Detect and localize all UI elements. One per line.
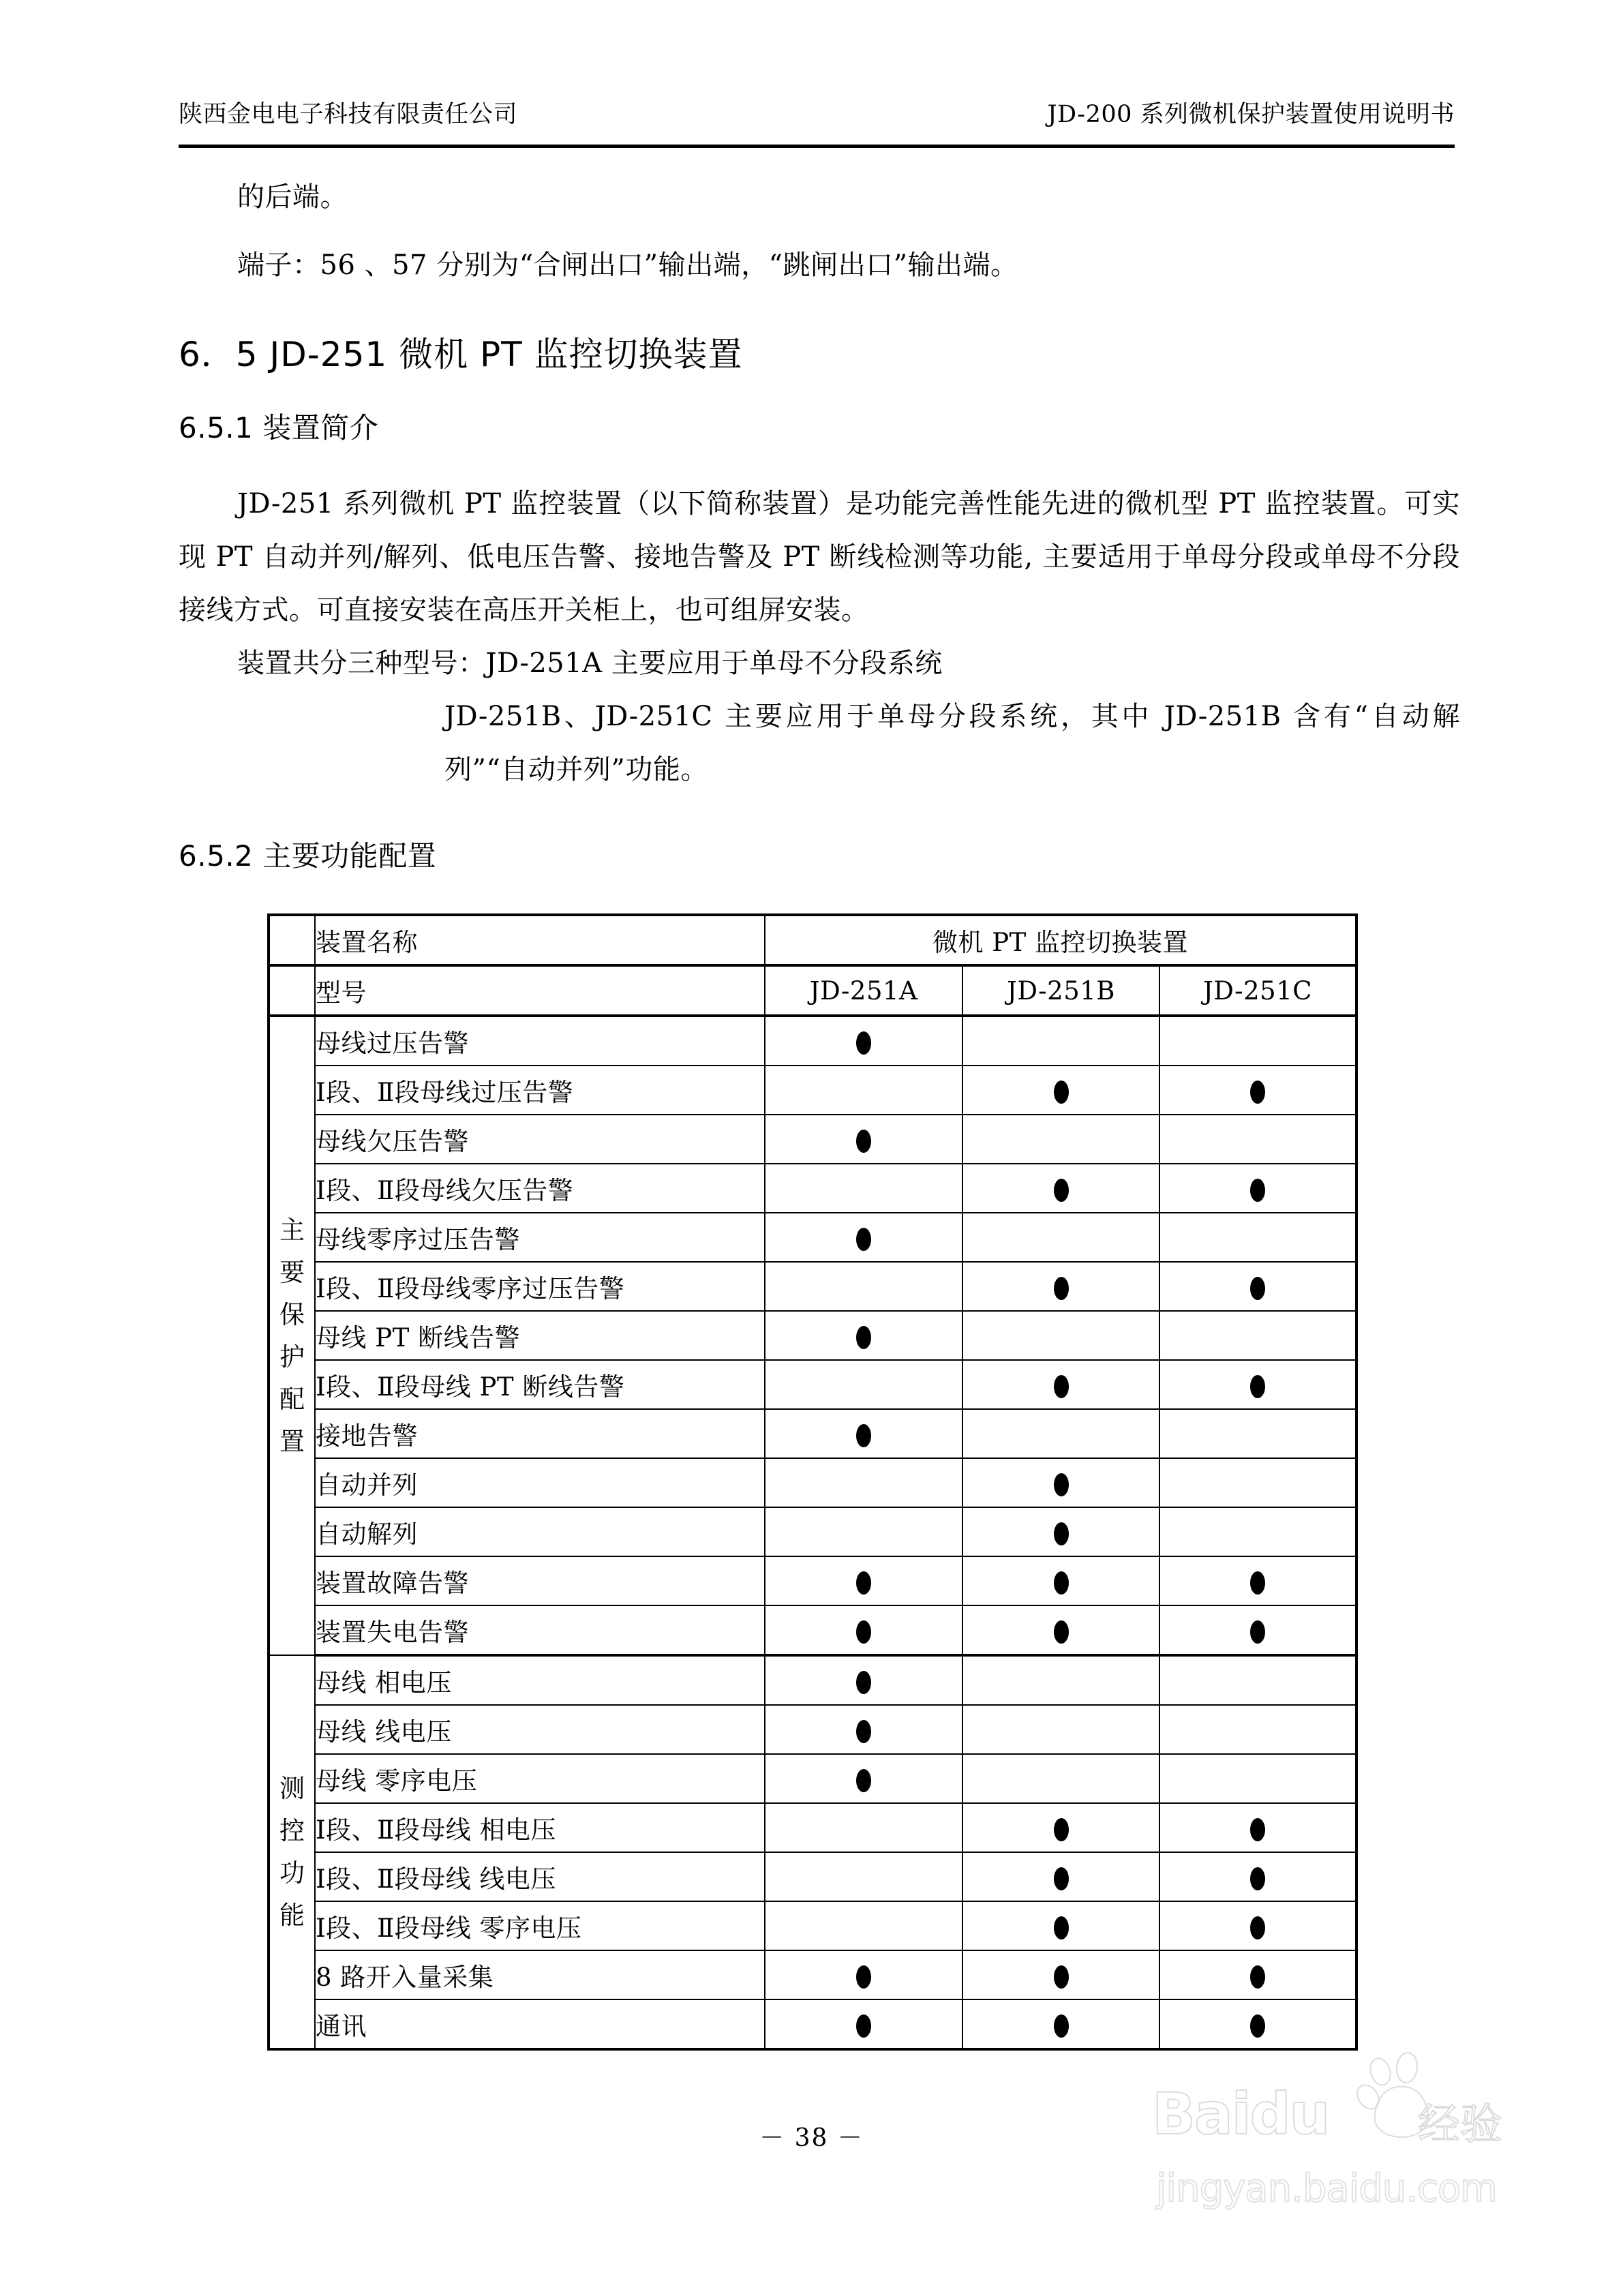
- filled-dot-icon: [856, 1228, 871, 1251]
- document-body: [179, 170, 1460, 878]
- function-item-label: 自动解列: [315, 1507, 765, 1556]
- function-item-label: Ⅰ段、Ⅱ段母线欠压告警: [315, 1164, 765, 1213]
- cell-model-2-mark: [962, 1605, 1159, 1655]
- terminal-description: 端子：56 、57 分别为“合闸出口”输出端，“跳闸出口”输出端。: [237, 250, 1018, 281]
- cell-model-2-mark: [962, 1556, 1159, 1605]
- table-row: [269, 1213, 1356, 1262]
- cell-model-2-mark: [962, 1950, 1159, 1999]
- cell-model-2-mark: [962, 1655, 1159, 1705]
- table-row: [269, 1901, 1356, 1950]
- function-item-label: 母线过压告警: [315, 1016, 765, 1066]
- filled-dot-icon: [1054, 1867, 1069, 1890]
- model-list-line-1: 装置共分三种型号：JD-251A 主要应用于单母不分段系统: [237, 648, 943, 679]
- filled-dot-icon: [856, 2014, 871, 2038]
- cell-model-1-mark: [765, 1901, 962, 1950]
- cell-model-2-mark: [962, 1901, 1159, 1950]
- cell-model-3-mark: [1159, 1852, 1356, 1901]
- header-document-title: JD-200 系列微机保护装置使用说明书: [1047, 101, 1455, 128]
- cell-model-1-mark: [765, 1409, 962, 1458]
- running-header: [179, 95, 1455, 130]
- cell-model-2-mark: [962, 1164, 1159, 1213]
- cell-model-2-mark: [962, 1213, 1159, 1262]
- watermark-cn-text: 经验: [1418, 2099, 1503, 2149]
- filled-dot-icon: [856, 1571, 871, 1595]
- function-item-label: 母线零序过压告警: [315, 1213, 765, 1262]
- filled-dot-icon: [1054, 1277, 1069, 1300]
- cell-model-2-mark: [962, 1016, 1159, 1066]
- cell-model-1-mark: [765, 1458, 962, 1507]
- table-row: [269, 1556, 1356, 1605]
- table-row-model: [269, 965, 1356, 1016]
- function-item-label: Ⅰ段、Ⅱ段母线 相电压: [315, 1803, 765, 1852]
- table-row: [269, 1999, 1356, 2049]
- filled-dot-icon: [1054, 1916, 1069, 1939]
- function-item-label: Ⅰ段、Ⅱ段母线 零序电压: [315, 1901, 765, 1950]
- filled-dot-icon: [1054, 1473, 1069, 1496]
- model-list-line-2: JD-251B、JD-251C 主要应用于单母分段系统，其中 JD-251B 含有“自动解列”“自动并列”功能。: [444, 701, 1460, 785]
- cell-model-3-mark: [1159, 1409, 1356, 1458]
- section-heading-6-5: 6．5 JD-251 微机 PT 监控切换装置: [179, 335, 743, 374]
- table-row: [269, 1066, 1356, 1115]
- group-label-1: 主 要 保 护 配 置: [269, 1016, 315, 1655]
- cell-model-3-mark: [1159, 1016, 1356, 1066]
- function-item-label: Ⅰ段、Ⅱ段母线 线电压: [315, 1852, 765, 1901]
- cell-model-2-mark: [962, 1507, 1159, 1556]
- cell-model-3-mark: [1159, 1066, 1356, 1115]
- table-row: [269, 1409, 1356, 1458]
- filled-dot-icon: [856, 1769, 871, 1792]
- filled-dot-icon: [1250, 1277, 1265, 1300]
- filled-dot-icon: [1250, 1179, 1265, 1202]
- function-configuration-table: [267, 913, 1358, 2051]
- cell-model-3-mark: [1159, 1458, 1356, 1507]
- subsection-heading-6-5-2: 6.5.2 主要功能配置: [179, 839, 437, 873]
- function-item-label: 自动并列: [315, 1458, 765, 1507]
- filled-dot-icon: [1054, 1081, 1069, 1104]
- filled-dot-icon: [1250, 1867, 1265, 1890]
- table-row: [269, 1115, 1356, 1164]
- header-divider-rule: [179, 145, 1455, 148]
- table-row: [269, 1164, 1356, 1213]
- cell-model-3-mark: [1159, 1999, 1356, 2049]
- cell-model-1-mark: [765, 1803, 962, 1852]
- filled-dot-icon: [1250, 2014, 1265, 2038]
- page-number: － 38 －: [759, 2124, 864, 2152]
- watermark-logo-text: Baidu: [1152, 2081, 1329, 2147]
- filled-dot-icon: [856, 1720, 871, 1743]
- filled-dot-icon: [1250, 1965, 1265, 1989]
- cell-model-3-mark: [1159, 1803, 1356, 1852]
- cell-model-1-mark: [765, 1705, 962, 1754]
- cell-model-1-mark: [765, 1950, 962, 1999]
- model-header-3: JD-251C: [1159, 965, 1356, 1016]
- cell-model-2-mark: [962, 1754, 1159, 1803]
- cell-model-1-mark: [765, 1999, 962, 2049]
- cell-model-3-mark: [1159, 1605, 1356, 1655]
- device-name-value: 微机 PT 监控切换装置: [765, 915, 1356, 965]
- filled-dot-icon: [1054, 1818, 1069, 1841]
- cell-model-2-mark: [962, 1115, 1159, 1164]
- corner-blank-cell: [269, 915, 315, 965]
- cell-model-1-mark: [765, 1507, 962, 1556]
- table-row: [269, 1754, 1356, 1803]
- table-row: [269, 1852, 1356, 1901]
- cell-model-1-mark: [765, 1066, 962, 1115]
- device-name-label: 装置名称: [315, 915, 765, 965]
- cell-model-2-mark: [962, 1311, 1159, 1360]
- cell-model-1-mark: [765, 1262, 962, 1311]
- filled-dot-icon: [856, 1965, 871, 1989]
- cell-model-3-mark: [1159, 1311, 1356, 1360]
- header-company-name: 陕西金电电子科技有限责任公司: [179, 101, 518, 128]
- function-item-label: 母线 零序电压: [315, 1754, 765, 1803]
- function-item-label: 装置失电告警: [315, 1605, 765, 1655]
- filled-dot-icon: [1054, 1620, 1069, 1644]
- cell-model-2-mark: [962, 1999, 1159, 2049]
- cell-model-2-mark: [962, 1852, 1159, 1901]
- filled-dot-icon: [1250, 1916, 1265, 1939]
- cell-model-3-mark: [1159, 1360, 1356, 1409]
- filled-dot-icon: [1250, 1375, 1265, 1398]
- function-item-label: 装置故障告警: [315, 1556, 765, 1605]
- cell-model-1-mark: [765, 1115, 962, 1164]
- filled-dot-icon: [856, 1671, 871, 1694]
- table-row: [269, 1705, 1356, 1754]
- filled-dot-icon: [856, 1424, 871, 1447]
- filled-dot-icon: [856, 1620, 871, 1644]
- function-item-label: Ⅰ段、Ⅱ段母线过压告警: [315, 1066, 765, 1115]
- cell-model-3-mark: [1159, 1507, 1356, 1556]
- cell-model-2-mark: [962, 1803, 1159, 1852]
- model-list: [179, 637, 1460, 796]
- cell-model-1-mark: [765, 1556, 962, 1605]
- cell-model-2-mark: [962, 1458, 1159, 1507]
- filled-dot-icon: [856, 1326, 871, 1349]
- cell-model-3-mark: [1159, 1164, 1356, 1213]
- continued-sentence: 的后端。: [237, 181, 348, 213]
- corner-blank-cell: [269, 965, 315, 1016]
- function-item-label: Ⅰ段、Ⅱ段母线 PT 断线告警: [315, 1360, 765, 1409]
- function-item-label: 通讯: [315, 1999, 765, 2049]
- table-row: [269, 1605, 1356, 1655]
- table-row: [269, 1360, 1356, 1409]
- table-row: [269, 1458, 1356, 1507]
- function-item-label: 母线 PT 断线告警: [315, 1311, 765, 1360]
- filled-dot-icon: [1054, 2014, 1069, 2038]
- cell-model-3-mark: [1159, 1213, 1356, 1262]
- cell-model-3-mark: [1159, 1901, 1356, 1950]
- cell-model-3-mark: [1159, 1754, 1356, 1803]
- cell-model-1-mark: [765, 1605, 962, 1655]
- filled-dot-icon: [1250, 1571, 1265, 1595]
- cell-model-1-mark: [765, 1655, 962, 1705]
- table-row: [269, 1016, 1356, 1066]
- table-row: [269, 1950, 1356, 1999]
- cell-model-2-mark: [962, 1360, 1159, 1409]
- cell-model-3-mark: [1159, 1115, 1356, 1164]
- function-item-label: Ⅰ段、Ⅱ段母线零序过压告警: [315, 1262, 765, 1311]
- cell-model-1-mark: [765, 1754, 962, 1803]
- table-row: [269, 1803, 1356, 1852]
- filled-dot-icon: [1250, 1818, 1265, 1841]
- model-header-1: JD-251A: [765, 965, 962, 1016]
- device-intro-paragraph: JD-251 系列微机 PT 监控装置（以下简称装置）是功能完善性能先进的微机型 PT 监控装置。可实现 PT 自动并列/解列、低电压告警、接地告警及 PT 断线检测等功能, 主要适用于单母分段或单母不分段接线方式。可直接安装在高压开关柜上，也可组屏安装。: [179, 488, 1460, 626]
- filled-dot-icon: [856, 1130, 871, 1153]
- cell-model-1-mark: [765, 1311, 962, 1360]
- watermark-url-text: jingyan.baidu.com: [1156, 2166, 1497, 2211]
- function-item-label: 8 路开入量采集: [315, 1950, 765, 1999]
- cell-model-1-mark: [765, 1016, 962, 1066]
- group-label-2: 测 控 功 能: [269, 1655, 315, 2049]
- filled-dot-icon: [1250, 1620, 1265, 1644]
- cell-model-3-mark: [1159, 1262, 1356, 1311]
- table-row: [269, 1655, 1356, 1705]
- cell-model-2-mark: [962, 1262, 1159, 1311]
- table-row: [269, 1507, 1356, 1556]
- filled-dot-icon: [1054, 1179, 1069, 1202]
- function-item-label: 接地告警: [315, 1409, 765, 1458]
- cell-model-2-mark: [962, 1409, 1159, 1458]
- table-row: [269, 1311, 1356, 1360]
- filled-dot-icon: [1054, 1965, 1069, 1989]
- function-item-label: 母线欠压告警: [315, 1115, 765, 1164]
- function-configuration-table-wrapper: [267, 913, 1355, 2051]
- cell-model-3-mark: [1159, 1950, 1356, 1999]
- cell-model-1-mark: [765, 1852, 962, 1901]
- cell-model-3-mark: [1159, 1705, 1356, 1754]
- cell-model-3-mark: [1159, 1655, 1356, 1705]
- filled-dot-icon: [1054, 1571, 1069, 1595]
- filled-dot-icon: [1054, 1375, 1069, 1398]
- table-row-device-name: [269, 915, 1356, 965]
- cell-model-1-mark: [765, 1164, 962, 1213]
- filled-dot-icon: [1054, 1522, 1069, 1545]
- subsection-heading-6-5-1: 6.5.1 装置简介: [179, 411, 379, 444]
- model-header-2: JD-251B: [962, 965, 1159, 1016]
- cell-model-2-mark: [962, 1705, 1159, 1754]
- filled-dot-icon: [856, 1031, 871, 1055]
- cell-model-2-mark: [962, 1066, 1159, 1115]
- cell-model-1-mark: [765, 1360, 962, 1409]
- cell-model-3-mark: [1159, 1556, 1356, 1605]
- cell-model-1-mark: [765, 1213, 962, 1262]
- function-item-label: 母线 相电压: [315, 1655, 765, 1705]
- table-row: [269, 1262, 1356, 1311]
- model-label: 型号: [315, 965, 765, 1016]
- filled-dot-icon: [1250, 1081, 1265, 1104]
- function-item-label: 母线 线电压: [315, 1705, 765, 1754]
